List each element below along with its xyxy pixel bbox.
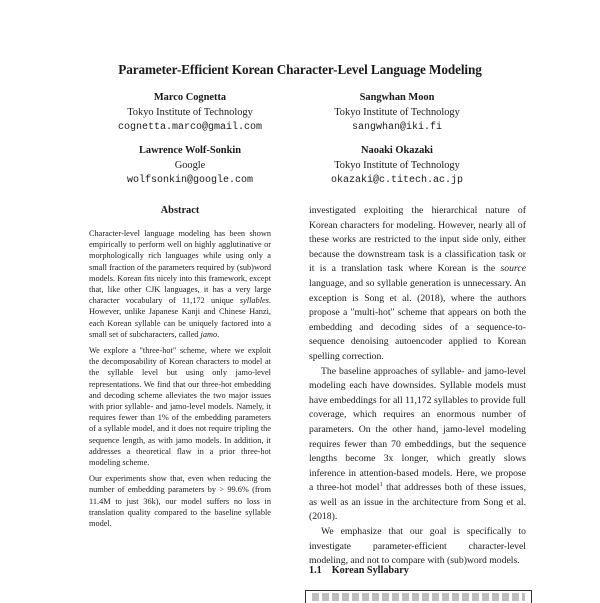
emphasis: syllables — [239, 296, 269, 306]
author-name: Sangwhan Moon — [359, 92, 435, 103]
text-run: that addresses both of these issues, as well as an issue in the architecture from Song et al. (2018). — [309, 482, 526, 523]
author-email: wolfsonkin@google.com — [126, 175, 254, 186]
abstract-heading: Abstract — [160, 205, 200, 216]
table-fragment — [305, 590, 532, 603]
author-name: Lawrence Wolf-Sonkin — [138, 145, 242, 156]
author-block — [70, 90, 310, 135]
author-affiliation: Tokyo Institute of Technology — [127, 107, 253, 118]
emphasis: source — [500, 263, 526, 275]
author-email: okazaki@c.titech.ac.jp — [330, 175, 464, 186]
author-affiliation: Tokyo Institute of Technology — [334, 107, 460, 118]
section-title: Korean Syllabary — [331, 565, 409, 576]
body-paragraph — [309, 365, 526, 526]
author-name: Naoaki Okazaki — [361, 145, 433, 156]
author-name: Marco Cognetta — [153, 92, 227, 103]
author-email: sangwhan@iki.fi — [351, 122, 442, 133]
author-email: cognetta.marco@gmail.com — [117, 122, 263, 133]
text-run: . — [217, 329, 220, 339]
body-paragraph — [309, 204, 526, 365]
paper-title: Parameter-Efficient Korean Character-Level Language Modeling — [118, 62, 482, 77]
text-run: Character-level language modeling has been shown empirically to perform well on highly agglutinative or morphologically rich languages while using only a small fraction of the parameters required by (sub)word models. Korean fits nicely into this framework, except that, like other CJK languages, it has a very large character vocabulary of 11,172 unique — [89, 229, 271, 306]
section-number: 1.1 — [309, 565, 322, 576]
section-heading — [309, 565, 409, 576]
author-block — [70, 143, 310, 188]
footnote-marker: 1 — [379, 481, 383, 489]
text-run: investigated exploiting the hierarchical nature of Korean characters for modeling. However, nearly all of these works are restricted to the input side only, either because the downstream task is a classification task or it is a translation task where Korean is the — [309, 205, 526, 275]
abstract-paragraph — [89, 228, 271, 340]
text-run: The baseline approaches of syllable- and jamo-level modeling each have downsides. Syllable models must have embeddings for all 11,172 syllables to provide full coverage, which requires an enormous number of parameters. On the other hand, jamo-level modeling requires fewer than 70 embeddings, but the sequence lengths become 3x longer, which greatly slows inference in attention-based models. Here, we propose a three-hot model — [309, 365, 526, 494]
body-column — [309, 204, 526, 569]
abstract-column — [89, 228, 271, 529]
emphasis: jamo — [200, 329, 218, 339]
author-block — [277, 143, 517, 188]
text-run: language, and so syllable generation is unnecessary. An exception is Song et al. (2018), where the authors propose a "multi-hot" scheme that appears on both the embedding and decoding sides of a sequence-to-sequence denoising autoencoder applied to Korean spelling correction. — [309, 277, 526, 362]
author-affiliation: Google — [174, 160, 206, 171]
body-paragraph: We emphasize that our goal is specifically to investigate parameter-efficient character-level modeling, and not to compare with (sub)word models. — [309, 526, 526, 567]
abstract-paragraph: We explore a "three-hot" scheme, where we exploit the decomposability of Korean characters to model at the syllable level but using only jamo-level representations. We find that our three-hot embedding and decoding scheme alleviates the two major issues with prior syllable- and jamo-level models. Namely, it requires fewer than 1% of the embedding parameters of a syllable model, and it does not require tripling the sequence length, as with jamo models. In addition, it addresses a theoretical flaw in a prior three-hot modeling scheme. — [89, 346, 271, 468]
author-block — [277, 90, 517, 135]
author-affiliation: Tokyo Institute of Technology — [334, 160, 460, 171]
abstract-paragraph: Our experiments show that, even when reducing the number of embedding parameters by > 99.6% (from 11.4M to just 36k), our model suffers no loss in translation quality compared to the baseline syllable model. — [89, 474, 271, 529]
text-run: . However, unlike Japanese Kanji and Chinese Hanzi, each Korean syllable can be uniquely factored into a small set of subcharacters, called — [89, 296, 271, 339]
